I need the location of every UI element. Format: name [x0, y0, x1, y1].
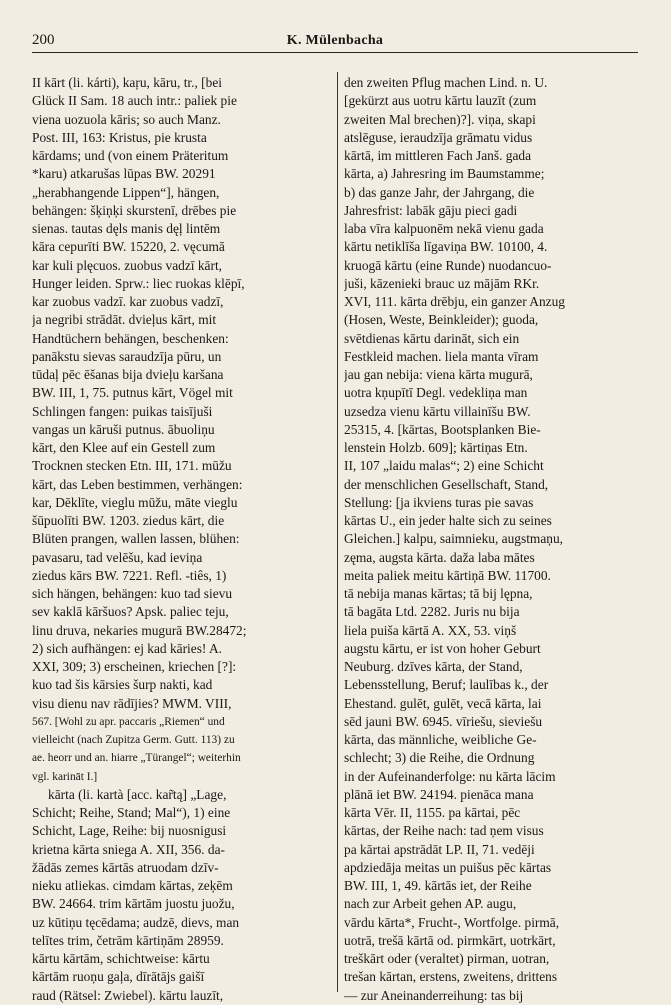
text-line: treškārt oder (veraltet) pirman, uotran, [344, 951, 550, 966]
text-line: kārtu kārtām, schichtweise: kārtu [32, 951, 210, 966]
text-line: nieku atliekas. cimdam kārtas, zeķēm [32, 878, 233, 893]
text-line: vangas un kāruši putnus. ābuoliņu [32, 421, 215, 437]
text-line: Jahresfrist: labāk gāju pieci gadi [344, 202, 518, 218]
text-line: zweiten Mal brechen)?]. viņa, skapi [344, 111, 536, 127]
text-line: ae. heorr und an. hiarre „Türangel“; weiterhin [32, 752, 241, 765]
text-line: telītes trim, četrām kārtiņām 28959. [32, 932, 224, 948]
text-line: kārtām ruoņu gaļa, dīrātājs gaišī [32, 969, 205, 985]
text-line: behängen: šķiņķi skurstenī, drēbes pie [32, 202, 237, 218]
text-line: zęma, augsta kārta. daža laba mātes [344, 549, 535, 565]
text-line: sienas. tautas dęls manis dęļ lintēm [32, 221, 221, 236]
text-line: visu dienu nav rādījies? MWM. VIII, [32, 695, 232, 711]
text-line: kar, Dēklīte, vieglu mūžu, māte vieglu [32, 494, 238, 510]
text-line: Hunger leiden. Sprw.: liec ruokas klēpī, [32, 275, 245, 291]
text-line: atslēguse, ieraudzīja grāmatu vidus [344, 129, 533, 145]
text-line: linu druva, nekaries mugurā BW.28472; [32, 622, 247, 638]
text-line: kārta, das männliche, weibliche Ge- [344, 732, 537, 747]
text-line: augstu kārtu, er ist von hoher Geburt [344, 640, 541, 656]
text-line: ja negribi strādāt. dvieļus kārt, mit [32, 312, 217, 328]
text-line: juši, kāzenieki brauc uz mājām RKr. [344, 275, 540, 291]
text-line: b) das ganze Jahr, der Jahrgang, die [344, 184, 535, 200]
text-line: uzsedza vienu kārtu villainīšu BW. [344, 403, 531, 419]
right-column [344, 74, 640, 1005]
text-line: sich hängen, behängen: kuo tad sievu [32, 586, 233, 601]
column-divider [337, 72, 338, 992]
text-line: tā bagāta Ltd. 2282. Juris nu bija [344, 604, 520, 620]
text-line: pa kārtai apstrādāt LP. II, 71. vedēji [344, 841, 535, 857]
text-line: Trocknen stecken Etn. III, 171. mūžu [32, 458, 232, 474]
text-line: svētdienas kārtu darināt, sich ein [344, 330, 520, 346]
text-line: apdziedāja meitas un puišus pēc kārtas [344, 859, 552, 875]
text-line: vārdu kārta*, Frucht-, Wortfolge. pirmā, [344, 914, 560, 930]
text-line: raud (Rätsel: Zwiebel). kārtu lauzīt, [32, 987, 224, 1003]
text-line: kārta, a) Jahresring im Baumstamme; [344, 166, 545, 182]
text-line: vielleicht (nach Zupitza Germ. Gutt. 113) zu [32, 734, 235, 746]
text-line: kārdams; und (von einem Präteritum [32, 148, 229, 163]
text-line: kārta (li. kartà [acc. kar̃tą] „Lage, [48, 786, 227, 802]
text-line: kārtu netiklīša līgaviņa BW. 10100, 4. [344, 239, 548, 255]
page-number: 200 [32, 32, 55, 48]
text-line: Ehestand. gulēt, gulēt, vecā kārta, lai [344, 695, 542, 711]
text-line: Schicht; Reihe, Stand; Mal“), 1) eine [32, 805, 231, 820]
text-line: kar zuobus vadzī. kar zuobus vadzī, [32, 294, 224, 309]
text-line: (Hosen, Weste, Beinkleider); guoda, [344, 312, 539, 328]
text-line: liela puiša kārtā A. XX, 53. viņš [344, 622, 517, 638]
text-line: plānā iet BW. 24194. pienāca mana [344, 786, 534, 802]
text-line: Neuburg. dzīves kārta, der Stand, [344, 659, 523, 674]
text-line: Schicht, Lage, Reihe: bij nuosnigusi [32, 823, 227, 839]
text-line: kuo tad šis kārsies šurp nakti, kad [32, 677, 213, 693]
text-line: šūpuolīti BW. 1203. ziedus kārt, die [32, 513, 225, 528]
text-line: Lebensstellung, Beruf; laulības k., der [344, 677, 549, 693]
text-line: Stellung: [ja ikviens turas pie savas [344, 494, 534, 510]
text-line: kārtā, im mittleren Fach Janš. gada [344, 148, 532, 163]
text-line: — zur Aneinanderreihung: tas bij [344, 987, 524, 1003]
text-line: panākstu sievas saraudzīja pūru, un [32, 348, 222, 364]
text-line: der menschlichen Gesellschaft, Stand, [344, 476, 549, 492]
text-line: kārtas U., ein jeder halte sich zu seines [344, 513, 552, 528]
text-line: kārta Vēr. II, 1155. pa kārtai, pēc [344, 805, 521, 820]
text-line: nach zur Arbeit gehen AP. augu, [344, 896, 517, 912]
text-line: laba vīra kalpuonēm nekā vienu gada [344, 221, 544, 236]
text-line: ziedus kārs BW. 7221. Refl. -tiês, 1) [32, 567, 227, 583]
text-line: vgl. karināt I.] [32, 770, 98, 783]
text-line: 2) sich aufhängen: ej kad kāries! A. [32, 640, 223, 656]
text-line: tūdaļ pēc ēšanas bija dvieļu karšana [32, 367, 224, 382]
text-line: lenstein Holzb. 609]; kārtiņas Etn. [344, 440, 528, 455]
text-line: in der Aufeinanderfolge: nu kārta lācim [344, 768, 556, 784]
text-line: Post. III, 163: Kristus, pie krusta [32, 129, 207, 145]
left-column [32, 74, 328, 1005]
text-line: Handtüchern behängen, beschenken: [32, 330, 229, 346]
text-line: krietna kārta sniega A. XII, 356. da- [32, 841, 225, 857]
text-line: XVI, 111. kārta drēbju, ein ganzer Anzug [344, 294, 565, 309]
text-line: kārt, das Leben bestimmen, verhängen: [32, 476, 243, 492]
text-line: Schlingen fangen: puikas taisījuši [32, 403, 213, 419]
text-line: Blüten prangen, wallen lassen, blühen: [32, 531, 240, 547]
page-header [32, 30, 638, 53]
text-line: sev kaklā kāršuos? Apsk. paliec teju, [32, 604, 229, 620]
text-line: 567. [Wohl zu apr. paccaris „Riemen“ und [32, 715, 225, 728]
text-line: trešan kārtan, erstens, zweitens, drittens [344, 969, 558, 985]
text-line: Festkleid machen. liela manta vīram [344, 348, 539, 364]
text-line: uotrā, trešā kārtā od. pirmkārt, uotrkārt, [344, 932, 556, 948]
text-line: Gleichen.] kalpu, saimnieku, augstmaņu, [344, 531, 564, 547]
text-line: kārtas, der Reihe nach: tad ņem visus [344, 823, 544, 839]
text-line: XXI, 309; 3) erscheinen, kriechen [?]: [32, 659, 237, 674]
text-line: uz kūtiņu tęcēdama; audzē, dievs, man [32, 914, 240, 930]
text-line: II, 107 „laidu malas“; 2) eine Schicht [344, 458, 544, 474]
text-line: *karu) atkarušas lūpas BW. 20291 [32, 166, 216, 182]
text-line: kar kuli plęcuos. zuobus vadzī kārt, [32, 257, 223, 273]
text-line: Glück II Sam. 18 auch intr.: paliek pie [32, 93, 237, 109]
text-line: II kārt (li. kárti), kaŗu, kāru, tr., [bei [32, 75, 222, 90]
text-line: sēd jauni BW. 6945. vīriešu, sieviešu [344, 713, 543, 729]
text-line: [gekürzt aus uotru kārtu lauzīt (zum [344, 93, 537, 109]
text-line: den zweiten Pflug machen Lind. n. U. [344, 75, 548, 90]
text-line: schlecht; 3) die Reihe, die Ordnung [344, 750, 535, 766]
text-line: viena uozuola kāris; so auch Manz. [32, 111, 221, 127]
text-line: kruogā kārtu (eine Runde) nuodancuo- [344, 257, 552, 273]
text-line: jau gan nebija: viena kārta mugurā, [344, 367, 533, 382]
text-line: BW. III, 1, 75. putnus kārt, Vögel mit [32, 385, 233, 401]
text-line: tā nebija manas kārtas; tā bij lępna, [344, 586, 533, 601]
running-head: K. Mülenbacha [286, 33, 384, 48]
text-line: 25315, 4. [kārtas, Bootsplanken Bie- [344, 421, 541, 437]
text-line: žādās zemes kārtās atruodam dzīv- [32, 859, 219, 875]
text-line: uotra kņupītī Degl. vedekliņa man [344, 385, 528, 401]
text-line: meita paliek meitu kārtiņā BW. 11700. [344, 567, 551, 583]
text-line: BW. 24664. trim kārtām juostu juožu, [32, 896, 235, 912]
text-line: „herabhangende Lippen“], hängen, [32, 184, 220, 200]
text-line: pavasaru, tad velēšu, kad ieviņa [32, 549, 203, 565]
text-line: kāra cepurīti BW. 15220, 2. vęcumā [32, 239, 225, 255]
text-line: BW. III, 1, 49. kārtās iet, der Reihe [344, 878, 532, 893]
text-line: kārt, den Klee auf ein Gestell zum [32, 440, 216, 455]
